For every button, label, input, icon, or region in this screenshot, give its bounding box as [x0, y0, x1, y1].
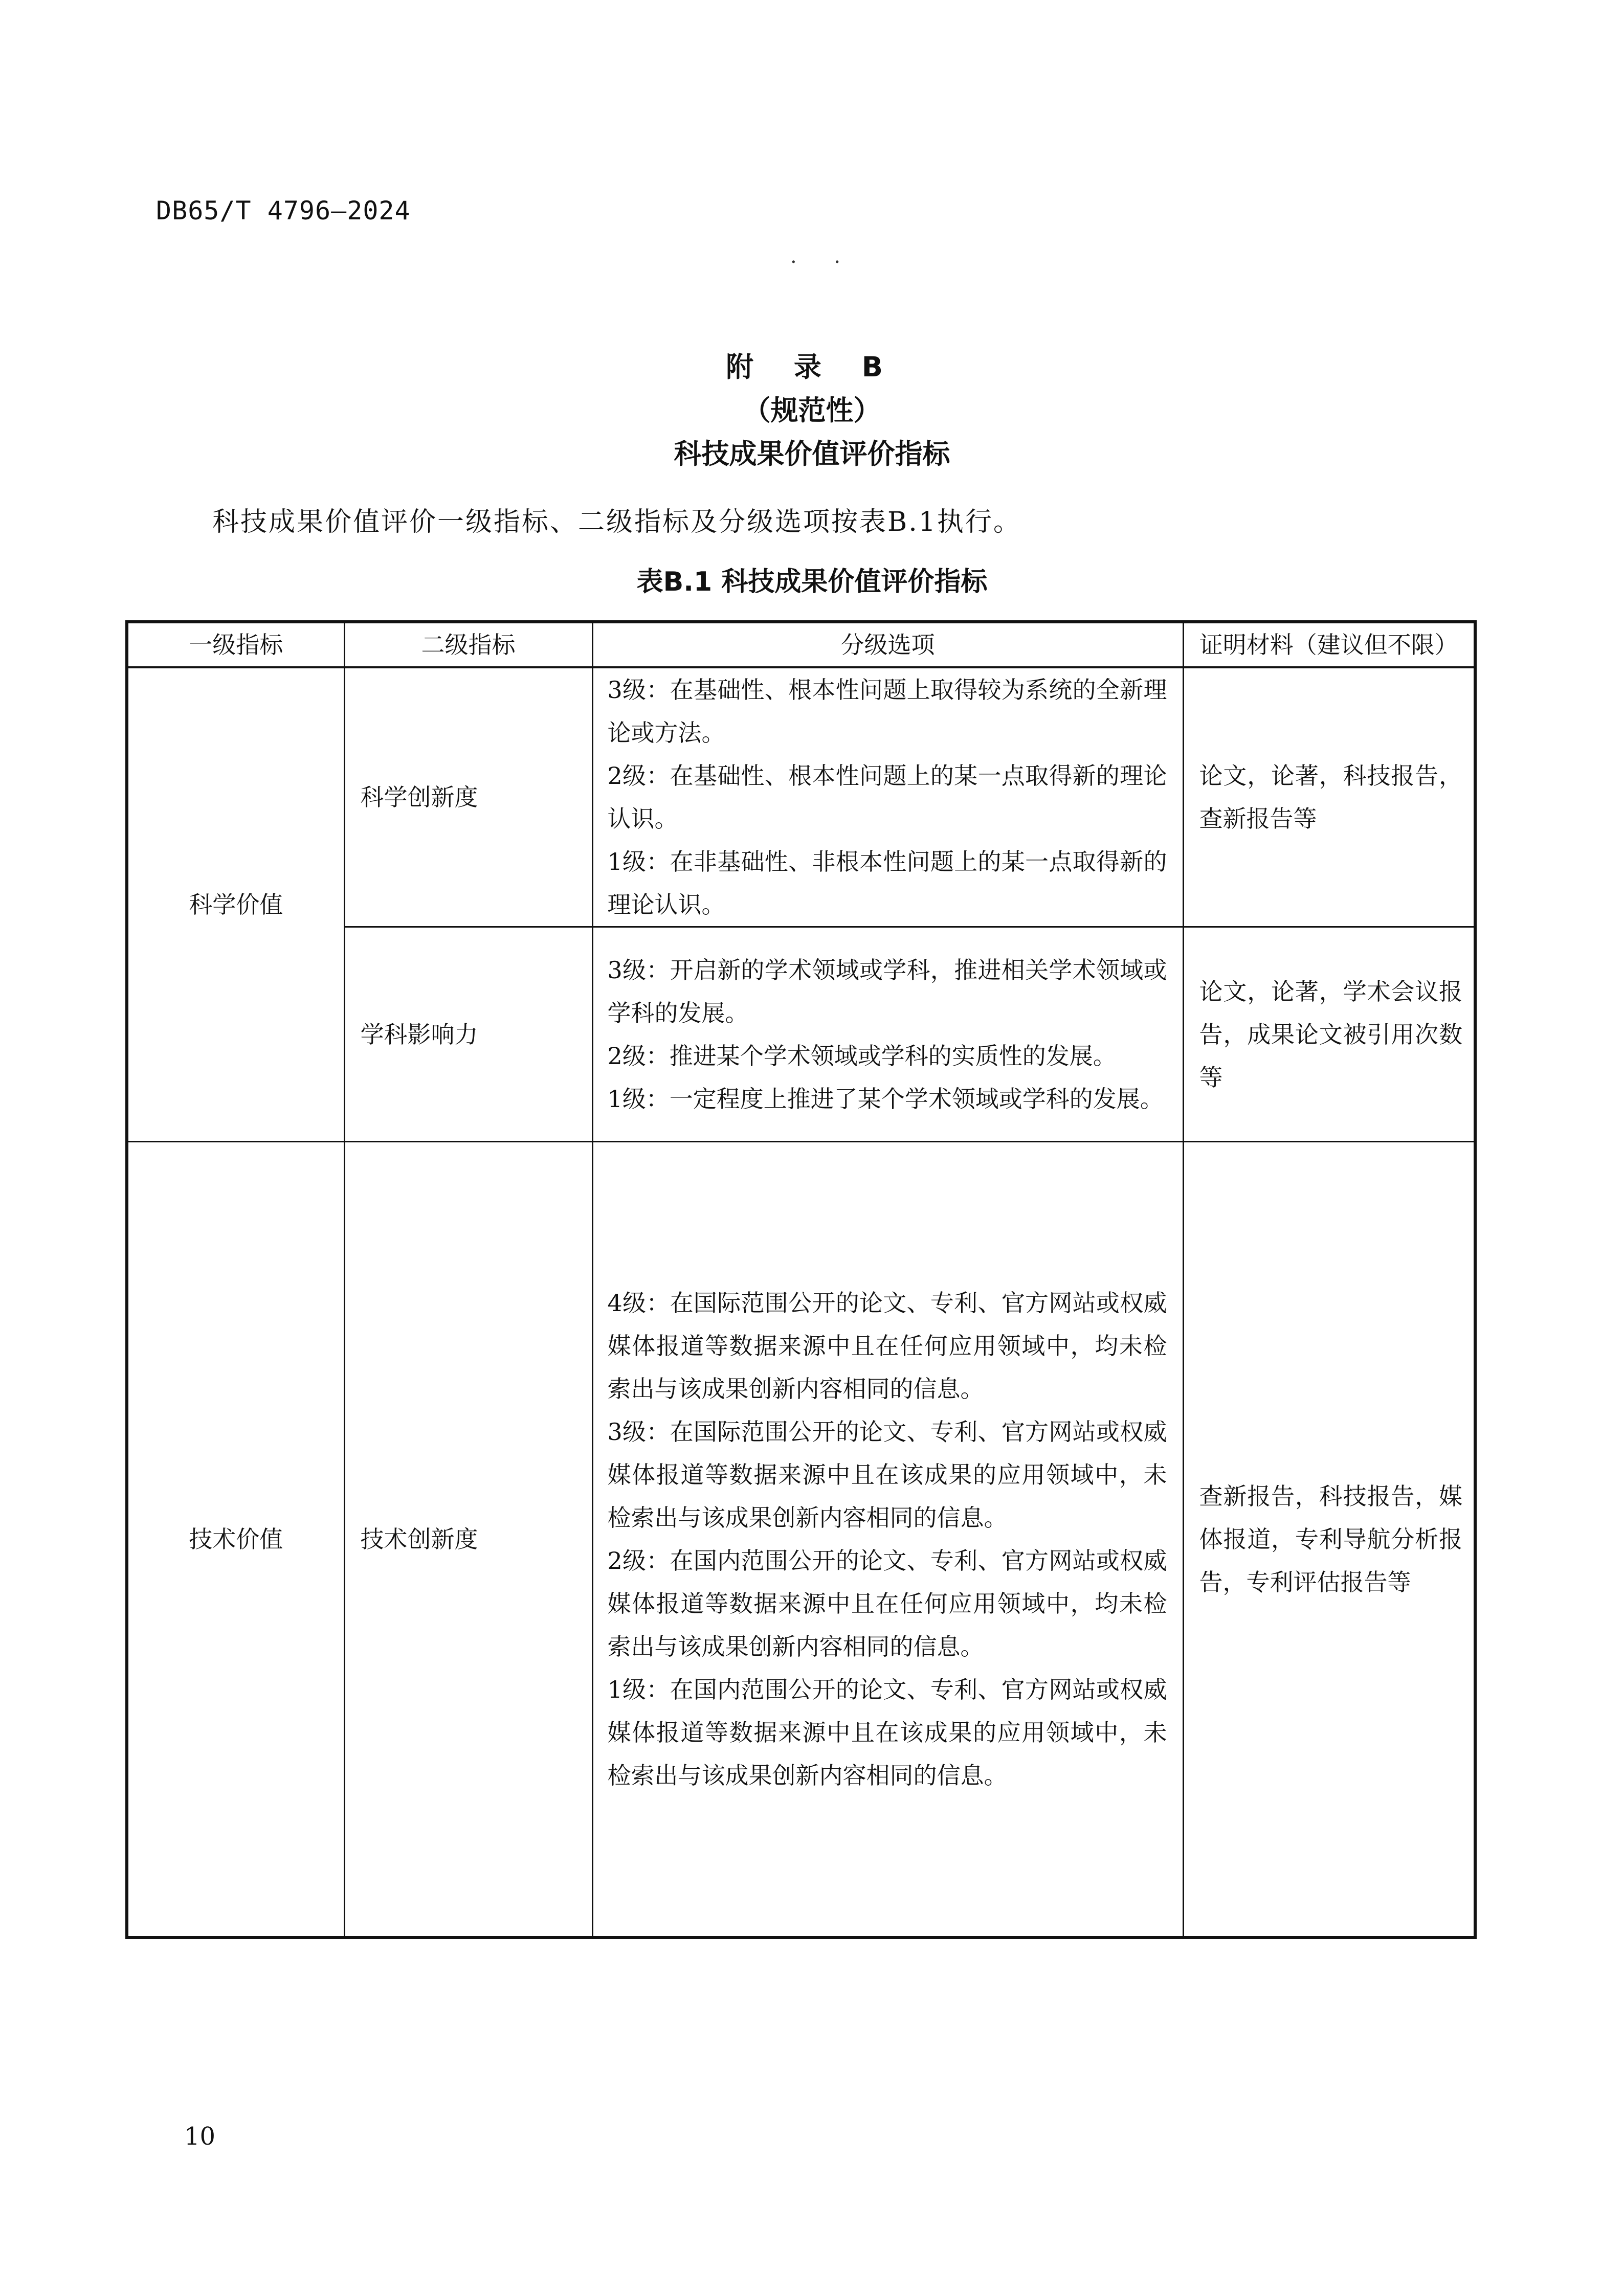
table-row: [127, 667, 1475, 927]
header-level2: 二级指标: [344, 622, 592, 667]
table-header-row: [127, 622, 1475, 667]
option-text: 3级：开启新的学术领域或学科，推进相关学术领域或学科的发展。: [607, 956, 1167, 1027]
level2-cell: 技术创新度: [344, 1142, 592, 1938]
evaluation-table: [125, 620, 1477, 1939]
option-text: 2级：推进某个学术领域或学科的实质性的发展。: [607, 1042, 1117, 1070]
table-caption: 表B.1 科技成果价值评价指标: [636, 567, 988, 597]
option-text: 2级：在国内范围公开的论文、专利、官方网站或权威媒体报道等数据来源中且在任何应用领域中，均未检索出与该成果创新内容相同的信息。: [607, 1546, 1167, 1660]
page-number: 10: [184, 2122, 216, 2151]
option-text: 2级：在基础性、根本性问题上的某一点取得新的理论认识。: [607, 762, 1167, 832]
document-code: DB65/T 4796—2024: [156, 196, 411, 226]
options-cell: [592, 927, 1183, 1142]
level2-cell: 学科影响力: [344, 927, 592, 1142]
appendix-type: （规范性）: [743, 394, 881, 426]
option-text: 1级：在国内范围公开的论文、专利、官方网站或权威媒体报道等数据来源中且在该成果的应用领域中，未检索出与该成果创新内容相同的信息。: [607, 1675, 1167, 1789]
evidence-cell: 查新报告，科技报告，媒体报道，专利导航分析报告，专利评估报告等: [1183, 1142, 1475, 1938]
evidence-cell: 论文，论著，学术会议报告，成果论文被引用次数等: [1183, 927, 1475, 1142]
option-text: 3级：在国际范围公开的论文、专利、官方网站或权威媒体报道等数据来源中且在该成果的应用领域中，未检索出与该成果创新内容相同的信息。: [607, 1417, 1167, 1532]
level1-cell: 科学价值: [127, 667, 344, 1142]
level1-cell: 技术价值: [127, 1142, 344, 1938]
level2-cell: 科学创新度: [344, 667, 592, 927]
appendix-title: 附 录 B: [726, 351, 898, 383]
decorative-dots: · ·: [790, 251, 856, 274]
options-cell: [592, 1142, 1183, 1938]
option-text: 3级：在基础性、根本性问题上取得较为系统的全新理论或方法。: [607, 676, 1167, 747]
header-level1: 一级指标: [127, 622, 344, 667]
header-evidence: 证明材料（建议但不限）: [1183, 622, 1475, 667]
option-text: 4级：在国际范围公开的论文、专利、官方网站或权威媒体报道等数据来源中且在任何应用领域中，均未检索出与该成果创新内容相同的信息。: [607, 1289, 1167, 1403]
intro-paragraph: 科技成果价值评价一级指标、二级指标及分级选项按表B.1执行。: [212, 507, 1021, 537]
header-options: 分级选项: [592, 622, 1183, 667]
appendix-subtitle: 科技成果价值评价指标: [674, 438, 950, 470]
option-text: 1级：一定程度上推进了某个学术领域或学科的发展。: [607, 1085, 1164, 1113]
option-text: 1级：在非基础性、非根本性问题上的某一点取得新的理论认识。: [607, 848, 1167, 918]
evidence-cell: 论文，论著，科技报告，查新报告等: [1183, 667, 1475, 927]
table-row: [127, 1142, 1475, 1938]
options-cell: [592, 667, 1183, 927]
